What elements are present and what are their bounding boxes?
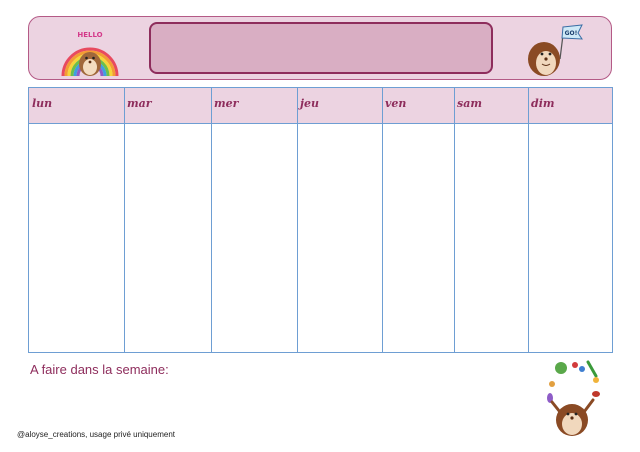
column-divider [528, 88, 529, 352]
day-header-sunday: dim [531, 97, 555, 110]
flag-hedgehog-icon [522, 21, 584, 79]
day-header-tuesday: mar [127, 97, 152, 110]
rainbow-hedgehog-icon [59, 20, 121, 78]
day-header-saturday: sam [457, 97, 482, 110]
column-divider [124, 88, 125, 352]
weekly-planner-grid [28, 87, 613, 353]
day-header-thursday: jeu [300, 97, 319, 110]
svg-text:GO!: GO! [564, 30, 578, 37]
column-divider [454, 88, 455, 352]
column-divider [211, 88, 212, 352]
planner-title-box[interactable] [149, 22, 493, 74]
juggling-hedgehog-icon [538, 360, 604, 438]
column-divider [297, 88, 298, 352]
day-header-monday: lun [32, 97, 53, 110]
svg-text:HELLO: HELLO [77, 31, 103, 39]
todo-label: A faire dans la semaine: [30, 362, 169, 377]
day-header-friday: ven [385, 97, 407, 110]
day-header-row [29, 88, 612, 124]
day-header-wednesday: mer [214, 97, 239, 110]
column-divider [382, 88, 383, 352]
footer-credit: @aloyse_creations, usage privé uniquement [17, 430, 175, 439]
header-banner [28, 16, 612, 80]
